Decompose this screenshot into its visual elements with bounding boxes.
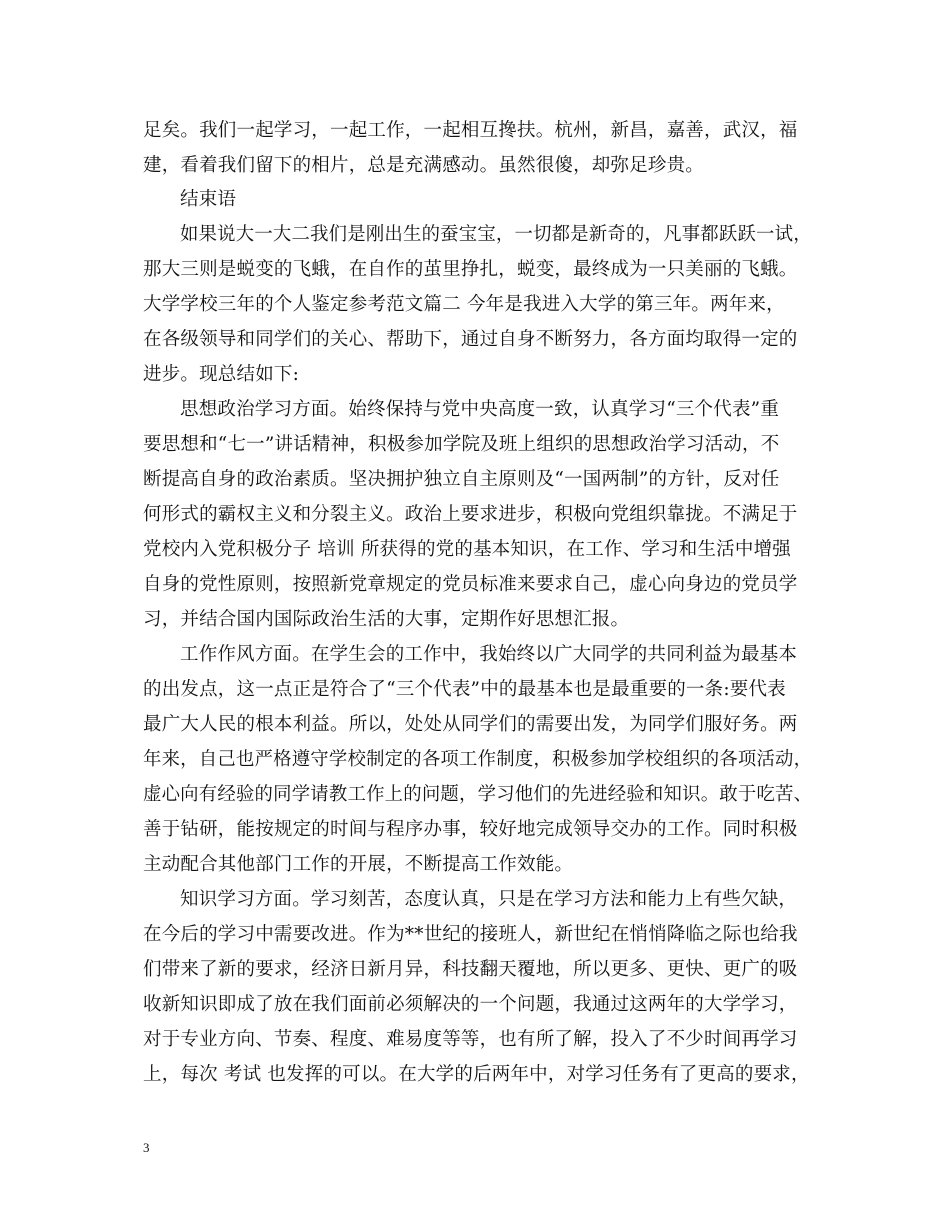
text-line: 虚心向有经验的同学请教工作上的问题，学习他们的先进经验和知识。敢于吃苦、	[143, 784, 813, 805]
text-line: 习，并结合国内国际政治生活的大事，定期作好思想汇报。	[143, 609, 630, 630]
text-line: 何形式的霸权主义和分裂主义。政治上要求进步，积极向党组织靠拢。不满足于	[143, 504, 798, 525]
text-line: 知识学习方面。学习刻苦，态度认真，只是在学习方法和能力上有些欠缺，	[180, 889, 798, 910]
text-line: 如果说大一大二我们是刚出生的蚕宝宝，一切都是新奇的，凡事都跃跃一试，	[180, 224, 812, 245]
text-line: 党校内入党积极分子 培训 所获得的党的基本知识，在工作、学习和生活中增强	[143, 539, 791, 560]
text-line: 建，看着我们留下的相片，总是充满感动。虽然很傻，却弥足珍贵。	[143, 155, 705, 176]
text-line: 在各级领导和同学们的关心、帮助下，通过自身不断努力，各方面均取得一定的	[143, 329, 798, 350]
text-line: 自身的党性原则，按照新党章规定的党员标准来要求自己，虚心向身边的党员学	[143, 574, 798, 595]
text-line: 思想政治学习方面。始终保持与党中央高度一致，认真学习“三个代表”重	[180, 399, 780, 420]
text-line: 进步。现总结如下:	[143, 364, 300, 385]
text-line: 断提高自身的政治素质。坚决拥护独立自主原则及“一国两制”的方针，反对任	[143, 469, 780, 490]
text-line: 工作作风方面。在学生会的工作中，我始终以广大同学的共同利益为最基本	[180, 644, 798, 665]
page-number: 3	[143, 1140, 150, 1155]
text-line: 善于钻研，能按规定的时间与程序办事，较好地完成领导交办的工作。同时积极	[143, 819, 798, 840]
text-line: 的出发点，这一点正是符合了“三个代表”中的最基本也是最重要的一条:要代表	[143, 679, 786, 700]
text-line: 那大三则是蜕变的飞蛾，在自作的茧里挣扎，蜕变，最终成为一只美丽的飞蛾。	[143, 259, 798, 280]
text-line: 大学学校三年的个人鉴定参考范文篇二 今年是我进入大学的第三年。两年来，	[143, 294, 785, 315]
section-heading: 结束语	[180, 189, 237, 210]
text-line: 上，每次 考试 也发挥的可以。在大学的后两年中，对学习任务有了更高的要求，	[143, 1064, 810, 1085]
text-line: 足矣。我们一起学习，一起工作，一起相互搀扶。杭州，新昌，嘉善，武汉，福	[143, 120, 798, 141]
text-line: 收新知识即成了放在我们面前必须解决的一个问题，我通过这两年的大学学习，	[143, 994, 798, 1015]
text-line: 要思想和“七一”讲话精神，积极参加学院及班上组织的思想政治学习活动，不	[143, 434, 780, 455]
text-line: 年来，自己也严格遵守学校制定的各项工作制度，积极参加学校组织的各项活动，	[143, 749, 813, 770]
text-line: 对于专业方向、节奏、程度、难易度等等，也有所了解，投入了不少时间再学习	[143, 1029, 798, 1050]
text-line: 在今后的学习中需要改进。作为**世纪的接班人，新世纪在悄悄降临之际也给我	[143, 924, 798, 945]
text-line: 主动配合其他部门工作的开展，不断提高工作效能。	[143, 854, 574, 875]
text-line: 们带来了新的要求，经济日新月异，科技翻天覆地，所以更多、更快、更广的吸	[143, 959, 798, 980]
text-line: 最广大人民的根本利益。所以，处处从同学们的需要出发，为同学们服好务。两	[143, 714, 798, 735]
